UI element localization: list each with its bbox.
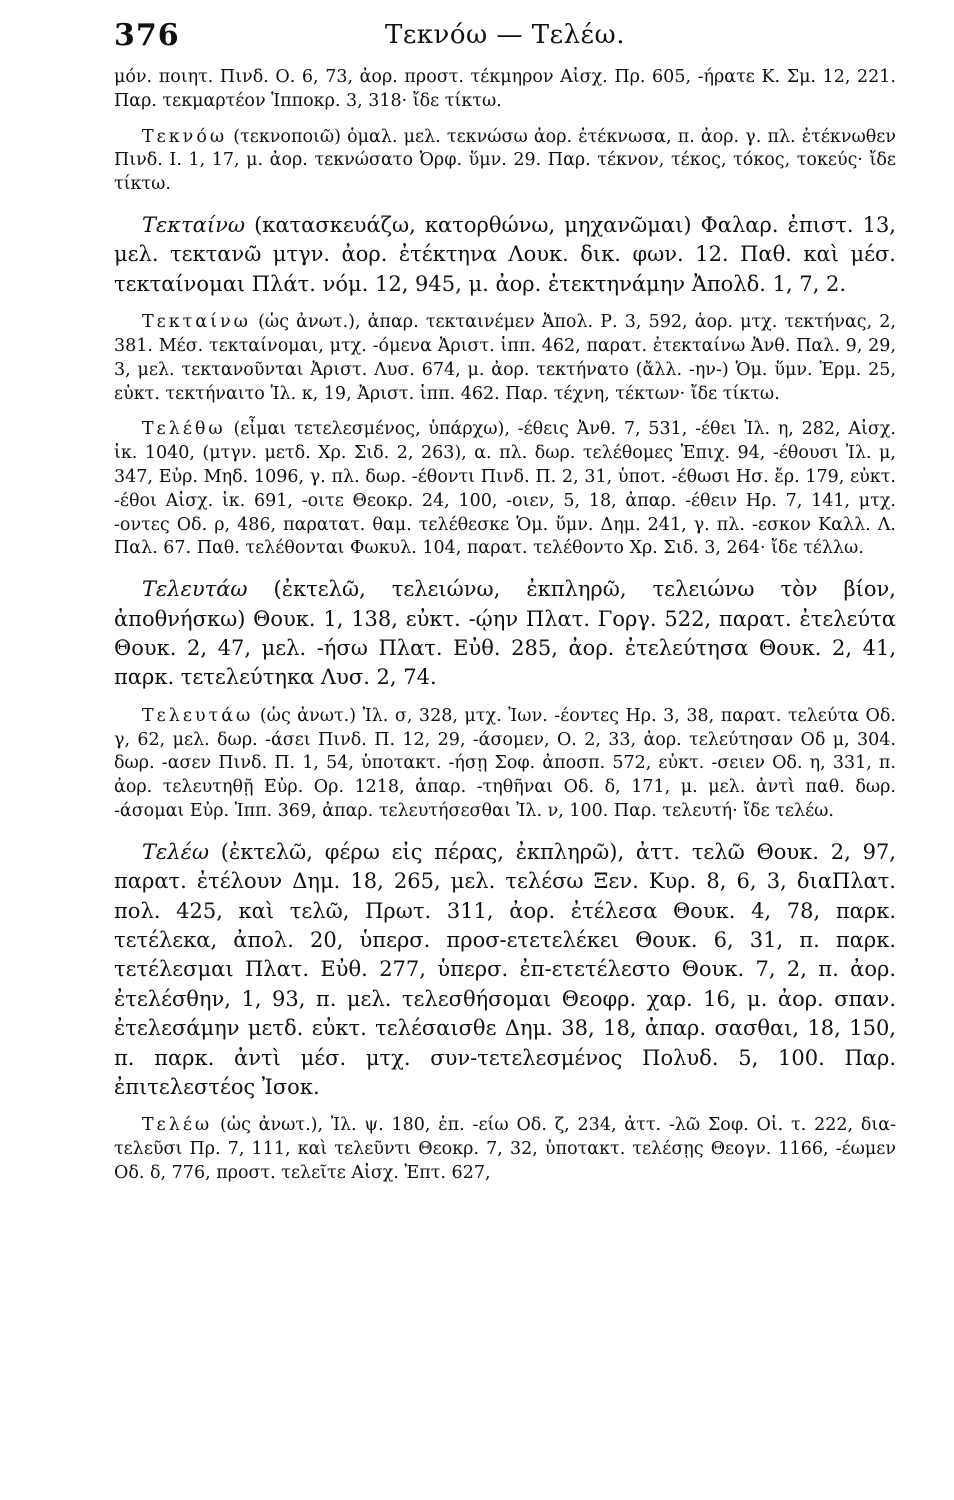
entry-lemma: Τελέθω <box>142 419 226 440</box>
entry-body: (ὡς ἀνωτ.), ἀπαρ. τεκταινέμεν Ἀπολ. Ρ. 3, 592, ἀορ. μτχ. τεκτήνας, 2, 381. Μέσ. τεκταίνομαι, μτχ. -όμενα Ἀριστ. ἱππ. 462, παρατ. ἐτεκταίνω Ἀνθ. Παλ. 9, 29, 3, μελ. τεκτανοῦνται Ἀριστ. Λυσ. 674, μ. ἀορ. τεκτήνατο (ἄλλ. -ην-) Ὁμ. ὕμν. Ἑρμ. 25, εὐκτ. τεκτήναιτο Ἰλ. κ, 19, Ἀριστ. ἱππ. 462. Παρ. τέχνη, τέκτων· ἴδε τίκτω. <box>114 312 896 404</box>
running-head: Τεκνόω — Τελέω. <box>385 20 625 50</box>
entry-lemma: Τελευτάω <box>142 577 248 602</box>
entry-lemma: Τελέω <box>142 839 209 864</box>
entry-teleo-prose <box>114 838 896 1103</box>
entry-body: (τεκνοποιῶ) ὁμαλ. μελ. τεκνώσω ἀορ. ἐτέκνωσα, π. ἀορ. γ. πλ. ἐτέκνωθεν Πινδ. Ι. 1, 17, μ. ἀορ. τεκνώσατο Ὀρφ. ὕμν. 29. Παρ. τέκνον, τέκος, τόκος, τοκεύς· ἴδε τίκτω. <box>114 126 896 195</box>
entry-continuation <box>114 66 896 114</box>
entry-tektaino-prose <box>114 211 896 299</box>
entry-body: (ἐκτελῶ, τελειώνω, ἐκπληρῶ, τελειώνω τὸν βίον, ἀποθνήσκω) Θουκ. 1, 138, εὐκτ. -ῴην Πλατ. Γοργ. 522, παρατ. ἐτελεύτα Θουκ. 2, 47, μελ. -ήσω Πλατ. Εὐθ. 285, ἀορ. ἐτελεύτησα Θουκ. 2, 41, παρκ. τετελεύτηκα Λυσ. 2, 74. <box>114 577 896 690</box>
entry-body: (κατασκευάζω, κατορθώνω, μηχανῶμαι) Φαλαρ. ἐπιστ. 13, μελ. τεκτανῶ μτγν. ἀορ. ἐτέκτηνα Λουκ. δικ. φων. 12. Παθ. καὶ μέσ. τεκταίνομαι Πλάτ. νόμ. 12, 945, μ. ἀορ. ἐτεκτηνάμην Ἀπολδ. 1, 7, 2. <box>114 212 896 296</box>
entry-lemma: Τελευτάω <box>142 705 254 726</box>
entry-body: (ὡς ἀνωτ.) Ἰλ. σ, 328, μτχ. Ἰων. -έοντες Ηρ. 3, 38, παρατ. τελεύτα Οδ. γ, 62, μελ. δωρ. -άσει Πινδ. Π. 12, 29, -άσομεν, Ο. 2, 33, ἀορ. τελεύτησαν Οδ μ, 304. δωρ. -ασεν Πινδ. Π. 1, 54, ὑποτακτ. -ήσῃ Σοφ. ἀποσπ. 572, εὐκτ. -σειεν Οδ. η, 331, π. ἀορ. τελευτηθῇ Εὐρ. Ορ. 1218, ἀπαρ. -τηθῆναι Οδ. δ, 171, μ. μελ. ἀντὶ παθ. δωρ. -άσομαι Εὐρ. Ἱππ. 369, ἀπαρ. τελευτήσεσθαι Ἰλ. ν, 100. Παρ. τελευτή· ἴδε τελέω. <box>114 705 896 821</box>
entry-teleutao-prose <box>114 575 896 693</box>
entry-lemma: Τεκταίνω <box>142 312 251 333</box>
entry-teleutao-poetic <box>114 705 896 824</box>
page-number: 376 <box>114 18 180 53</box>
entry-body: μόν. ποιητ. Πινδ. Ο. 6, 73, ἀορ. προστ. τέκμηρον Αἰσχ. Πρ. 605, -ήρατε Κ. Σμ. 12, 221. Παρ. τεκμαρτέον Ἱπποκρ. 3, 318· ἴδε τίκτω. <box>114 67 896 111</box>
entry-teleo-poetic <box>114 1114 896 1185</box>
entry-body: (ἐκτελῶ, φέρω εἰς πέρας, ἐκπληρῶ), ἀττ. τελῶ Θουκ. 2, 97, παρατ. ἐτέλουν Δημ. 18, 265, μελ. τελέσω Ξεν. Κυρ. 8, 6, 3, διαΠλατ. πολ. 425, καὶ τελῶ, Πρωτ. 311, ἀορ. ἐτέλεσα Θουκ. 4, 78, παρκ. τετέλεκα, ἀπολ. 20, ὑπερσ. προσ-ετετελέκει Θουκ. 6, 31, π. παρκ. τετέλεσμαι Πλατ. Εὐθ. 277, ὑπερσ. ἐπ-ετετέλεστο Θουκ. 7, 2, π. ἀορ. ἐτελέσθην, 1, 93, π. μελ. τελεσθήσομαι Θεοφρ. χαρ. 16, μ. ἀορ. σπαν. ἐτελεσάμην μετδ. εὐκτ. τελέσαισθε Δημ. 38, 18, ἀπαρ. σασθαι, 18, 150, π. παρκ. ἀντὶ μέσ. μτχ. συν-τετελεσμένος Πολυδ. 5, 100. Παρ. ἐπιτελεστέος Ἰσοκ. <box>114 839 896 1100</box>
entry-telethO <box>114 418 896 561</box>
entry-body: (ὡς ἀνωτ.), Ἰλ. ψ. 180, ἐπ. -είω Οδ. ζ, 234, ἀττ. -λῶ Σοφ. Οἰ. τ. 222, δια-τελεῦσι Πρ. 7, 111, καὶ τελεῦντι Θεοκρ. 7, 32, ὑποτακτ. τελέσῃς Θεογν. 1166, -έωμεν Οδ. δ, 776, προστ. τελεῖτε Αἰσχ. Ἑπτ. 627, <box>114 1115 896 1184</box>
entry-body: (εἶμαι τετελεσμένος, ὑπάρχω), -έθεις Ἀνθ. 7, 531, -έθει Ἰλ. η, 282, Αἰσχ. ἱκ. 1040, (μτγν. μετδ. Χρ. Σιδ. 2, 263), α. πλ. δωρ. τελέθομες Ἐπιχ. 94, -έθουσι Ἰλ. μ, 347, Εὐρ. Μηδ. 1096, γ. πλ. δωρ. -έθοντι Πινδ. Π. 2, 31, ὑποτ. -έθωσι Ησ. ἔρ. 179, εὐκτ. -έθοι Αἰσχ. ἱκ. 691, -οιτε Θεοκρ. 24, 100, -οιεν, 5, 18, ἀπαρ. -έθειν Ηρ. 7, 141, μτχ. -οντες Οδ. ρ, 486, παρατατ. θαμ. τελέθεσκε Ὁμ. ὕμν. Δημ. 241, γ. πλ. -εσκον Καλλ. Λ. Παλ. 67. Παθ. τελέθονται Φωκυλ. 104, παρατ. τελέθοντο Χρ. Σιδ. 3, 264· ἴδε τέλλω. <box>114 419 896 559</box>
page-header <box>114 14 896 66</box>
entry-teknoo <box>114 126 896 197</box>
entry-tektaino-poetic <box>114 311 896 406</box>
entry-lemma: Τεκνόω <box>142 126 228 147</box>
entry-lemma: Τεκταίνω <box>142 212 245 237</box>
entry-lemma: Τελέω <box>142 1115 213 1136</box>
